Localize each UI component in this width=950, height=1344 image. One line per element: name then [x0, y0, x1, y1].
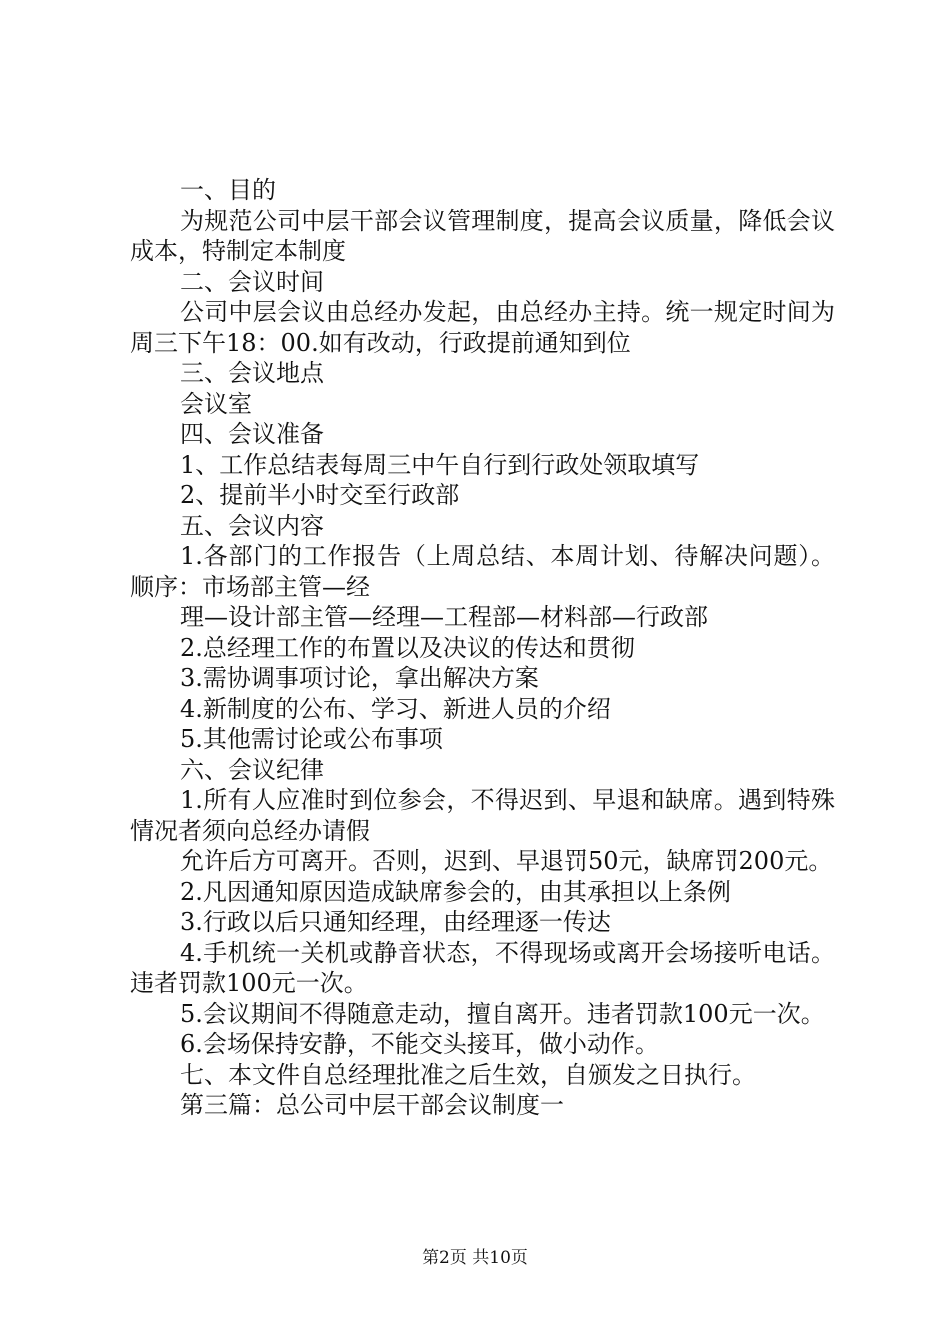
- heading-effective-date: 七、本文件自总经理批准之后生效，自颁发之日执行。: [180, 1060, 756, 1089]
- paragraph-meeting-time: 公司中层会议由总经办发起，由总经办主持。统一规定时间为周三下午18：00.如有改动，行政提前通知到位: [130, 298, 835, 357]
- heading-meeting-time: 二、会议时间: [180, 267, 324, 296]
- heading-purpose: 一、目的: [180, 176, 276, 204]
- paragraph-purpose: 为规范公司中层干部会议管理制度，提高会议质量，降低会议成本，特制定本制度: [130, 206, 835, 265]
- list-item-discipline-3: 3.行政以后只通知经理，由经理逐一传达: [180, 908, 611, 936]
- heading-part-three: 第三篇：总公司中层干部会议制度一: [180, 1091, 564, 1119]
- document-body: [130, 175, 835, 1121]
- list-item-prep-2: 2、提前半小时交至行政部: [180, 481, 460, 509]
- page-number-footer: 第2页 共10页: [422, 1248, 528, 1268]
- list-item-discipline-5: 5.会议期间不得随意走动，擅自离开。违者罚款100元一次。: [180, 999, 825, 1028]
- text-meeting-room: 会议室: [180, 389, 252, 418]
- list-item-content-3: 3.需协调事项讨论，拿出解决方案: [180, 664, 539, 692]
- heading-meeting-content: 五、会议内容: [180, 511, 324, 540]
- list-item-discipline-1: 1.所有人应准时到位参会，不得迟到、早退和缺席。遇到特殊情况者须向总经办请假: [130, 786, 835, 845]
- list-item-content-4: 4.新制度的公布、学习、新进人员的介绍: [180, 694, 611, 723]
- list-item-discipline-4: 4.手机统一关机或静音状态，不得现场或离开会场接听电话。违者罚款100元一次。: [130, 938, 835, 997]
- list-item-discipline-2: 2.凡因通知原因造成缺席参会的，由其承担以上条例: [180, 877, 731, 906]
- heading-meeting-discipline: 六、会议纪律: [180, 755, 324, 784]
- heading-meeting-preparation: 四、会议准备: [180, 420, 324, 448]
- list-item-content-5: 5.其他需讨论或公布事项: [180, 725, 443, 753]
- list-item-content-1-cont: 理—设计部主管—经理—工程部—材料部—行政部: [180, 603, 708, 631]
- list-item-discipline-1-cont: 允许后方可离开。否则，迟到、早退罚50元，缺席罚200元。: [180, 847, 833, 875]
- heading-meeting-location: 三、会议地点: [180, 359, 324, 387]
- list-item-discipline-6: 6.会场保持安静，不能交头接耳，做小动作。: [180, 1030, 659, 1058]
- list-item-content-2: 2.总经理工作的布置以及决议的传达和贯彻: [180, 633, 635, 662]
- list-item-content-1: 1.各部门的工作报告（上周总结、本周计划、待解决问题）。顺序：市场部主管—经: [130, 542, 835, 601]
- list-item-prep-1: 1、工作总结表每周三中午自行到行政处领取填写: [180, 450, 700, 479]
